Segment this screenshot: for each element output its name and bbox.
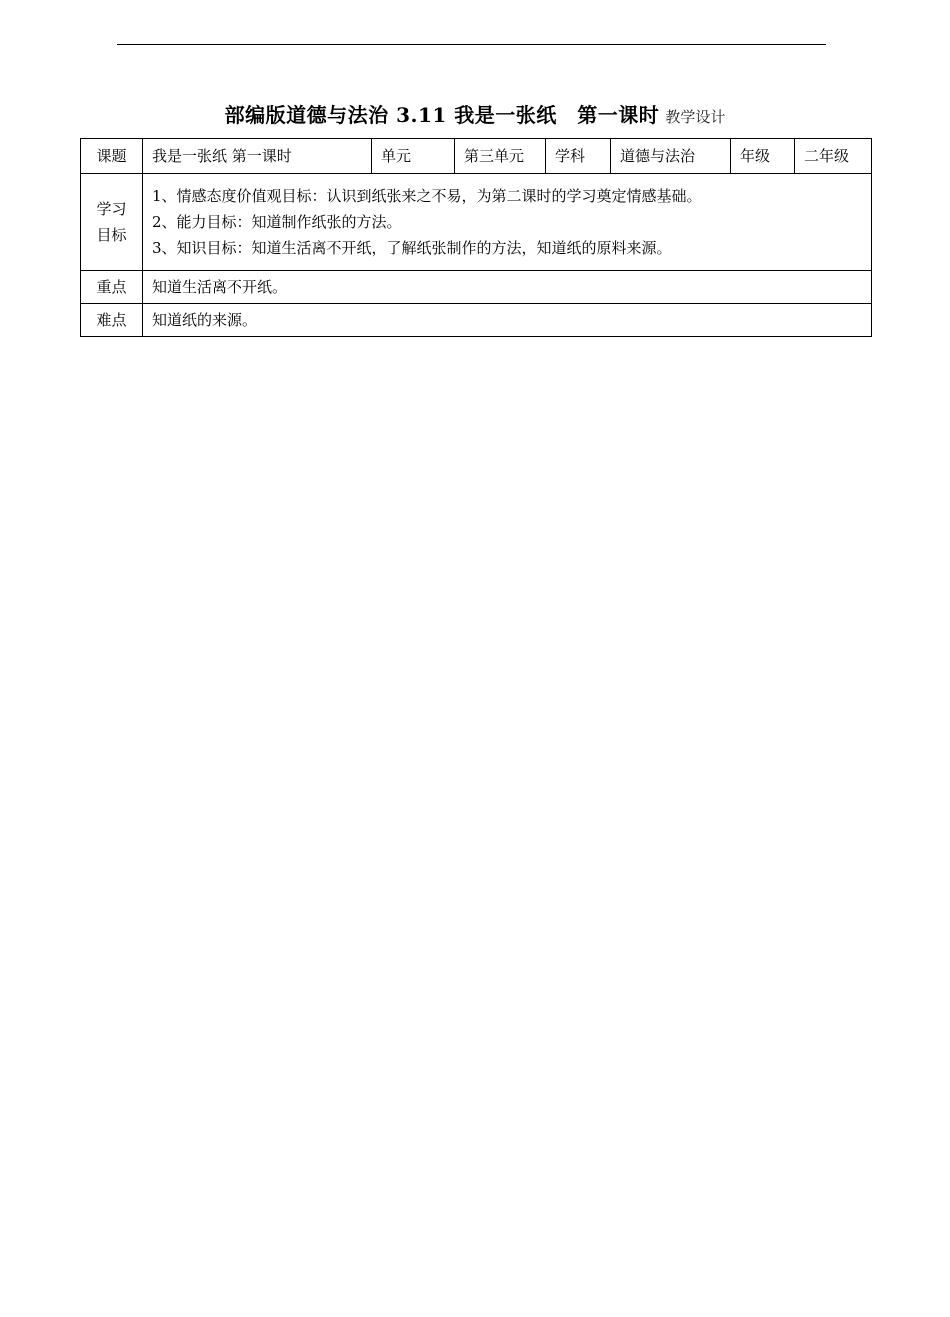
goal-item: 3、知识目标：知道生活离不开纸，了解纸张制作的方法，知道纸的原料来源。 [152,239,672,257]
grade-value: 二年级 [795,139,872,174]
unit-value: 第三单元 [455,139,546,174]
subject-label: 学科 [546,139,611,174]
key-point-label: 重点 [81,271,143,304]
header-rule [117,44,826,45]
goal-item: 2、能力目标：知道制作纸张的方法。 [152,213,402,231]
unit-label: 单元 [372,139,455,174]
goals-label-line1: 学习 [96,200,127,218]
title-sub: 教学设计 [665,108,726,126]
table-row-key-point [81,271,872,304]
title-main: 部编版道德与法治 3.11 我是一张纸 第一课时 [224,103,660,127]
goals-label [81,174,143,271]
table-row-goals [81,174,872,271]
lesson-plan-table [80,138,872,337]
topic-label: 课题 [81,139,143,174]
difficulty-label: 难点 [81,304,143,337]
difficulty-value: 知道纸的来源。 [143,304,872,337]
topic-value: 我是一张纸 第一课时 [143,139,372,174]
goals-list [143,174,872,271]
subject-value: 道德与法治 [611,139,731,174]
goal-item: 1、情感态度价值观目标：认识到纸张来之不易，为第二课时的学习奠定情感基础。 [152,187,702,205]
key-point-value: 知道生活离不开纸。 [143,271,872,304]
table-row-difficulty [81,304,872,337]
table-row-header [81,139,872,174]
goals-label-line2: 目标 [96,226,127,244]
document-title [0,99,950,128]
grade-label: 年级 [731,139,795,174]
